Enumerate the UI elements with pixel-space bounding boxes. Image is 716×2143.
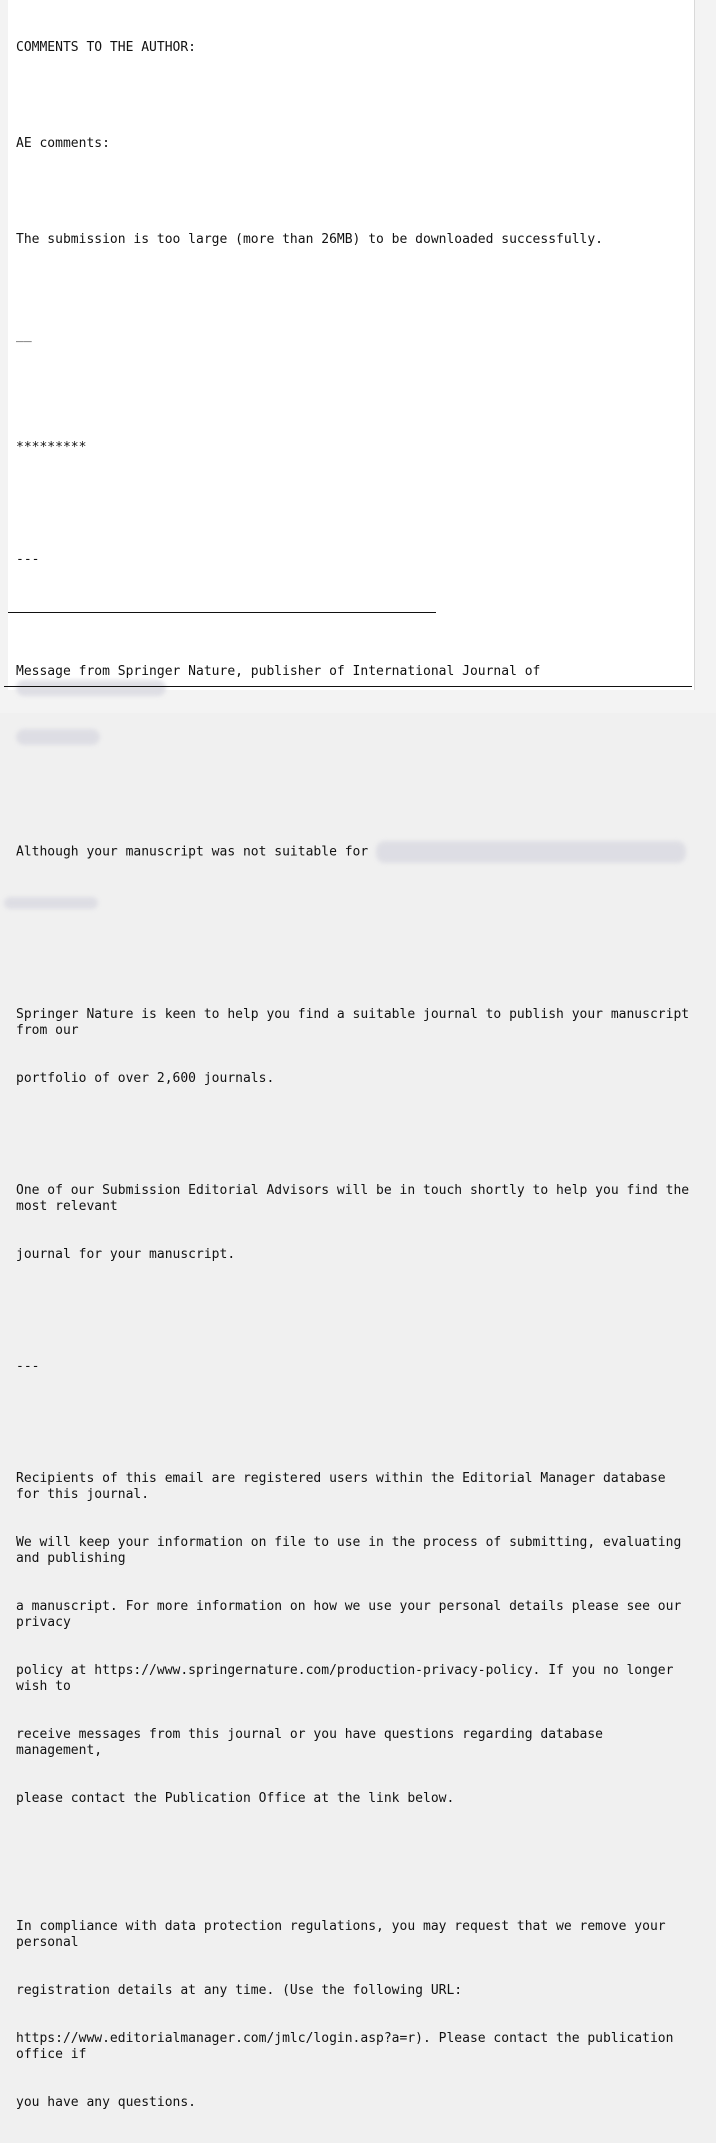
recipients-line-1: Recipients of this email are registered users within the Editorial Manager database for this journal. [16,1471,674,1502]
not-suitable-line [16,841,696,863]
underscore-separator: __ [16,328,32,343]
recipients-line-5: receive messages from this journal or you have questions regarding database management, [16,1727,611,1758]
message-from-line [16,664,696,697]
redacted-journal-name [16,680,166,696]
asterisk-separator: ********* [16,440,87,455]
redacted-journal-title-cont [4,897,98,909]
compliance-line-1: In compliance with data protection regulations, you may request that we remove your personal [16,1919,674,1950]
dash-separator: --- [16,1359,40,1374]
advisors-line-1: One of our Submission Editorial Advisors will be in touch shortly to help you find the most relevant [16,1183,697,1214]
blank-lines [16,1839,696,1871]
dash-separator: --- [16,552,40,567]
ae-comment-text: The submission is too large (more than 26MB) to be downloaded successfully. [16,232,603,247]
compliance-line-2: registration details at any time. (Use the following URL: [16,1983,463,1998]
recipients-line-3: a manuscript. For more information on how we use your personal details please see our privacy [16,1599,690,1630]
blank-line [16,600,696,616]
blank-line [16,1119,696,1135]
blank-line [16,1407,696,1423]
redacted-line [16,895,696,911]
redacted-journal-title [376,841,686,863]
message-from-text: Message from Springer Nature, publisher of International Journal of [16,664,541,679]
keen-line-1: Springer Nature is keen to help you find a suitable journal to publish your manuscript from our [16,1007,697,1038]
recipients-line-6: please contact the Publication Office at the link below. [16,1791,455,1806]
recipients-line-2: We will keep your information on file to use in the process of submitting, evaluating and publishing [16,1535,690,1566]
blank-lines [16,376,696,408]
email-body [16,8,696,2143]
comments-header: COMMENTS TO THE AUTHOR: [16,40,197,55]
blank-line [16,1295,696,1311]
bottom-rule [4,686,692,687]
email-body-panel [8,0,697,2110]
blank-line [16,184,696,200]
compliance-separator-line [8,612,436,613]
blank-line [16,280,696,296]
redacted-line [16,729,696,746]
blank-lines [16,488,696,520]
blank-line [16,88,696,104]
recipients-line-4: policy at https://www.springernature.com/production-privacy-policy. If you no longer wish to [16,1663,682,1694]
ae-comments-label: AE comments: [16,136,110,151]
compliance-line-4: you have any questions. [16,2095,197,2110]
not-suitable-text: Although your manuscript was not suitable for [16,844,369,860]
keen-line-2: portfolio of over 2,600 journals. [16,1071,275,1086]
redacted-journal-name-cont [16,729,100,745]
blank-line [16,943,696,959]
compliance-line-3: https://www.editorialmanager.com/jmlc/login.asp?a=r). Please contact the publication office if [16,2031,682,2062]
blank-line [16,777,696,793]
scrollbar-track[interactable] [696,0,716,713]
advisors-line-2: journal for your manuscript. [16,1247,236,1262]
